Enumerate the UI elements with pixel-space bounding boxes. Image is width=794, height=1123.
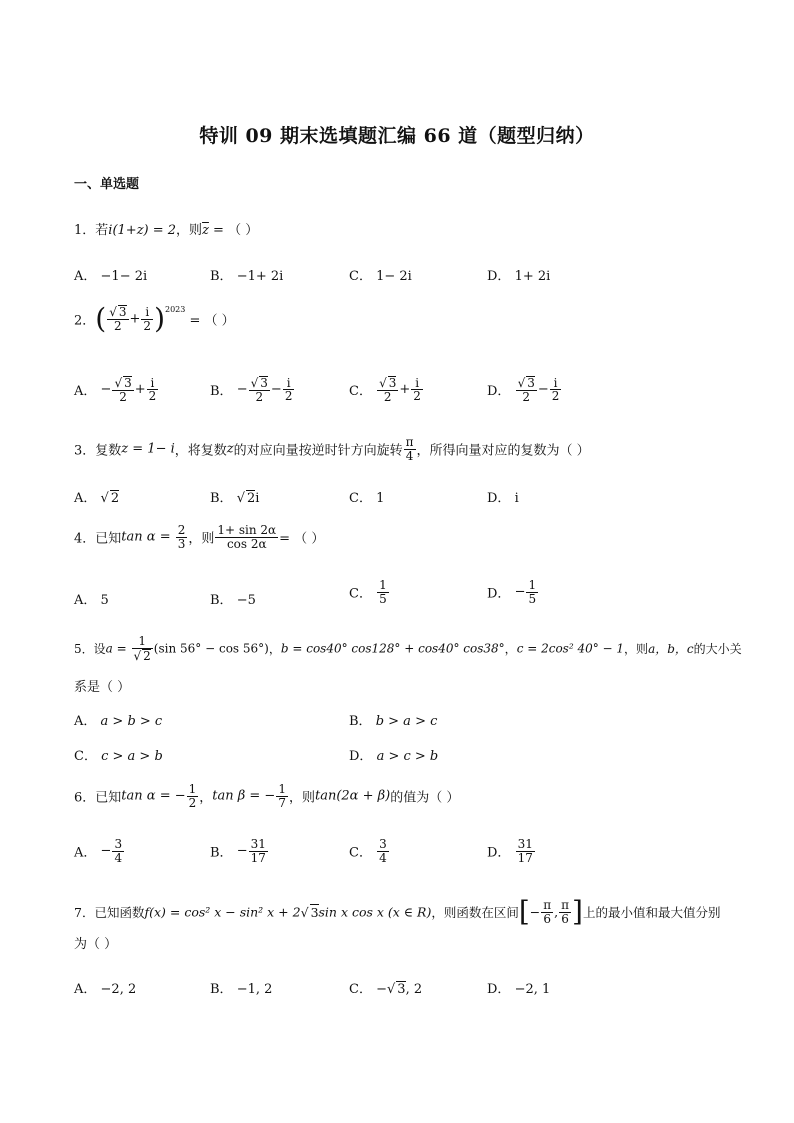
question-3: 3．复数z = 1− i，将复数z的对应向量按逆时针方向旋转 $\frac{\pi}{4}$ ，所得向量对应的复数为（ ）: [74, 435, 590, 463]
q3-option-c[interactable]: C． 1: [349, 491, 385, 506]
q2-option-a[interactable]: A． − $\frac{√ 3}{2}$ + $\frac{i}{2}$: [74, 375, 157, 404]
q6-option-b[interactable]: B． − $\frac{31}{17}$: [210, 837, 266, 865]
q2-option-c[interactable]: C． $\frac{√ 3}{2}$ + $\frac{i}{2}$: [349, 375, 421, 404]
q5-option-d[interactable]: D． a > c > b: [349, 749, 439, 764]
question-5-line2: 系是（ ）: [74, 680, 131, 695]
q4-option-c[interactable]: C． $\frac{1}{5}$: [349, 578, 387, 606]
q4-option-d[interactable]: D． − $\frac{1}{5}$: [487, 578, 537, 606]
q7-option-c[interactable]: C． −√ 3, 2: [349, 982, 423, 997]
q6-option-a[interactable]: A． − $\frac{3}{4}$: [74, 837, 123, 865]
q6-option-c[interactable]: C． $\frac{3}{4}$: [349, 837, 387, 865]
q2-option-d[interactable]: D． $\frac{√ 3}{2}$ − $\frac{i}{2}$: [487, 375, 560, 404]
page-title: 特训 09 期末选填题汇编 66 道（题型归纳）: [199, 125, 595, 147]
q7-option-d[interactable]: D． −2, 1: [487, 982, 551, 997]
q4-option-b[interactable]: B． −5: [210, 593, 256, 608]
question-7-line2: 为（ ）: [74, 937, 118, 952]
q3-option-a[interactable]: A． √ 2: [74, 491, 120, 506]
q5-option-b[interactable]: B． b > a > c: [349, 714, 438, 729]
q1-option-a[interactable]: A． −1− 2i: [74, 269, 148, 284]
question-7: 7．已知函数f(x) = cos² x − sin² x + 2√ 3sin x cos x (x ∈ R)，则函数在区间[− $\frac{\pi}{6}$ , $\frac{\pi}{6}$ ]上的最小值和最大值分别: [74, 895, 721, 928]
q3-option-d[interactable]: D． i: [487, 491, 519, 506]
q3-option-b[interactable]: B． √ 2i: [210, 491, 260, 506]
q7-option-a[interactable]: A． −2, 2: [74, 982, 137, 997]
q6-option-d[interactable]: D． $\frac{31}{17}$: [487, 837, 533, 865]
q1-option-d[interactable]: D． 1+ 2i: [487, 269, 551, 284]
q2-option-b[interactable]: B． − $\frac{√ 3}{2}$ − $\frac{i}{2}$: [210, 375, 293, 404]
q1-option-b[interactable]: B． −1+ 2i: [210, 269, 284, 284]
q5-option-c[interactable]: C． c > a > b: [74, 749, 163, 764]
question-1: 1．若i(1+z) = 2，则$\overline{z}$ = （ ）: [74, 223, 259, 238]
section-heading: 一、单选题: [74, 177, 140, 192]
question-4: 4．已知tan α = $\frac{2}{3}$ ，则 $\frac{1+ \sin 2\alpha}{\cos 2\alpha}$ = （ ）: [74, 523, 325, 551]
question-6: 6．已知tan α = − $\frac{1}{2}$ ，tan β = − $\frac{1}{7}$ ，则tan(2α + β)的值为（ ）: [74, 782, 460, 810]
q5-option-a[interactable]: A． a > b > c: [74, 714, 163, 729]
q7-option-b[interactable]: B． −1, 2: [210, 982, 273, 997]
question-2: 2．( $\frac{√ 3}{2}$ + $\frac{i}{2}$ )$^{2023}$ = （ ）: [74, 302, 235, 335]
q4-option-a[interactable]: A． 5: [74, 593, 109, 608]
q1-option-c[interactable]: C． 1− 2i: [349, 269, 412, 284]
question-5: 5．设a = $\frac{1}{√ 2}$ (sin 56° − cos 56°)，b = cos40° cos128° + cos40° cos38°，c = 2cos² 40° − 1，则a，b，c的大小关: [74, 634, 742, 663]
